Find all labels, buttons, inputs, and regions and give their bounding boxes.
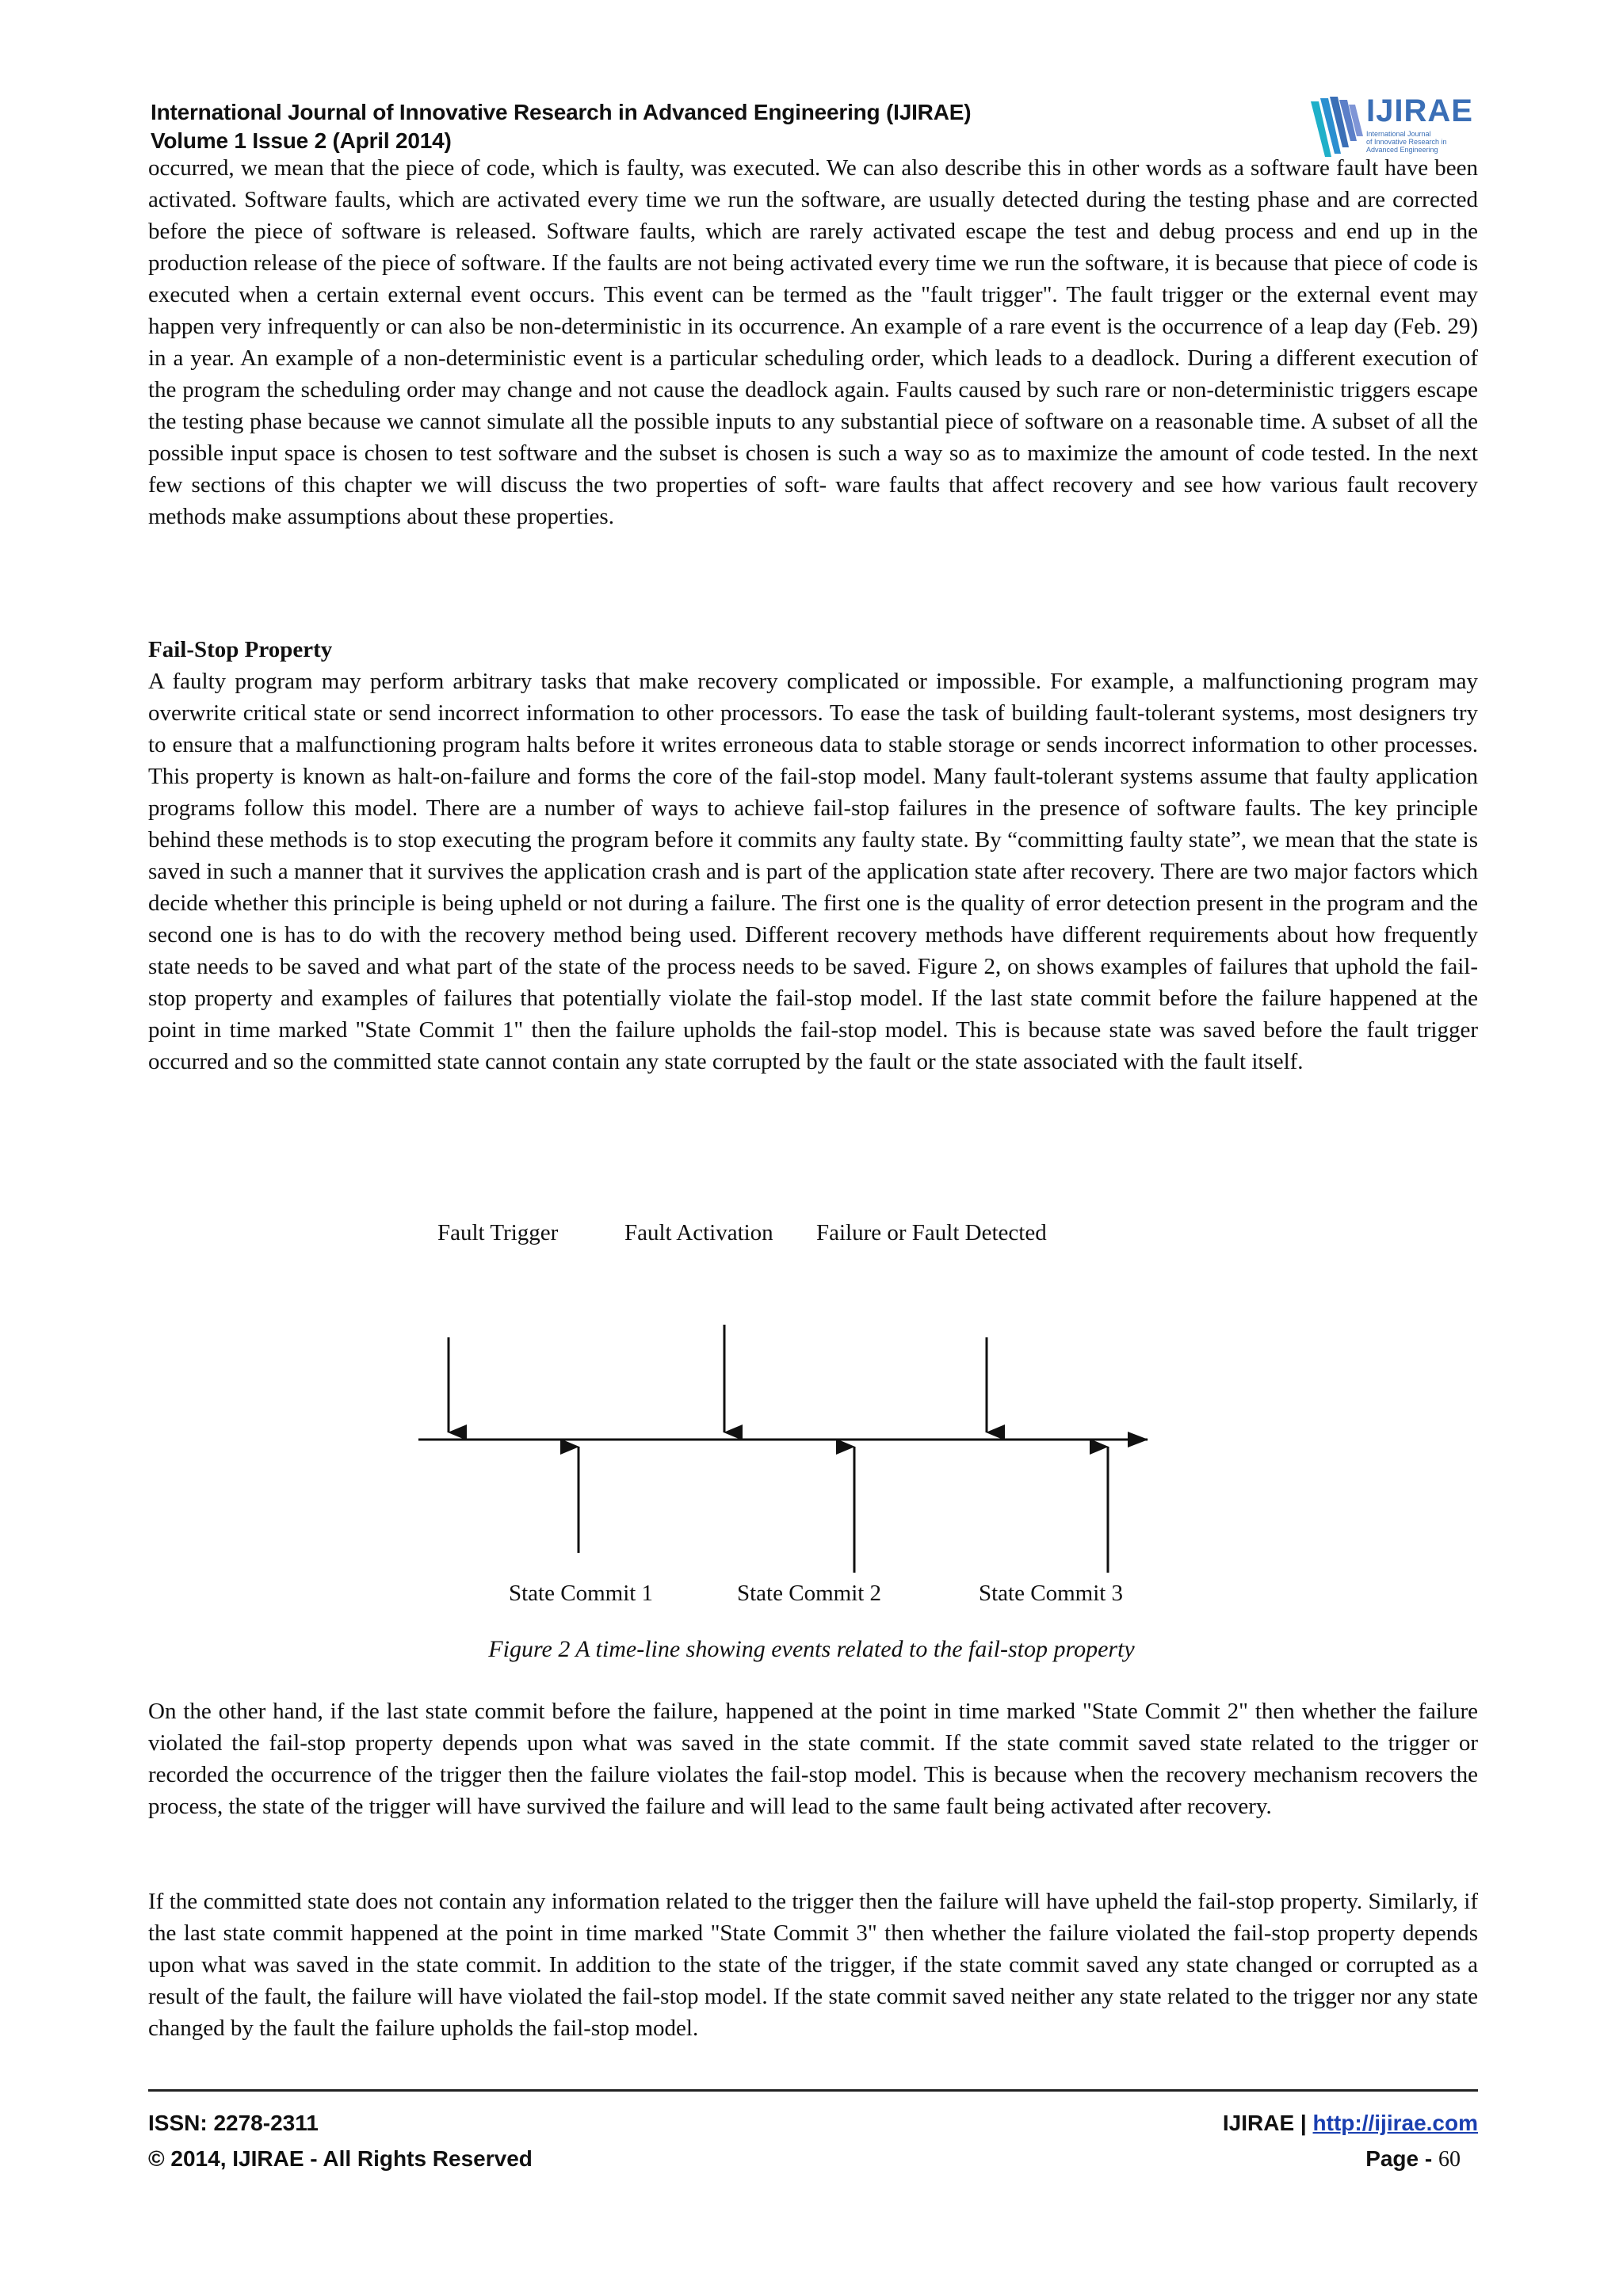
figure-caption: Figure 2 A time-line showing events related to the fail-stop property	[488, 1636, 1135, 1662]
state-commit-1-label: State Commit 1	[509, 1581, 654, 1606]
journal-website-link[interactable]: http://ijirae.com	[1312, 2111, 1478, 2135]
footer-site	[1223, 2107, 1478, 2139]
failure-detected-label: Failure or Fault Detected	[816, 1220, 1047, 1245]
footer-issn: ISSN: 2278-2311	[148, 2111, 319, 2135]
page-number: 60	[1438, 2147, 1461, 2172]
footer-copyright: © 2014, IJIRAE - All Rights Reserved	[148, 2146, 533, 2171]
footer-divider	[148, 2089, 1478, 2092]
paragraph-fault-trigger: occurred, we mean that the piece of code, which is faulty, was executed. We can also describe this in other words as a software fault have been activated. Software faults, which are activated every time we run the software, are usually detected during the testing phase and are corrected before the piece of software is released. Software faults, which are rarely activated escape the test and debug process and end up in the production release of the piece of software. If the faults are not being activated every time we run the software, it is because that piece of code is executed when a certain external event occurs. This event can be termed as the "fault trigger". The fault trigger or the external event may happen very infrequently or can also be non-deterministic in its occurrence. An example of a rare event is the occurrence of a leap day (Feb. 29) in a year. An example of a non-deterministic event is a particular scheduling order, which leads to a deadlock. During a different execution of the program the scheduling order may change and not cause the deadlock again. Faults caused by such rare or non-deterministic triggers escape the testing phase because we cannot simulate all the possible inputs to any substantial piece of software on a reasonable time. A subset of all the possible input space is chosen to test software and the subset is chosen is such a way so as to maximize the amount of code tested. In the next few sections of this chapter we will discuss the two properties of soft- ware faults that affect recovery and see how various fault recovery methods make assumptions about these properties.	[148, 155, 1478, 529]
state-commit-2-label: State Commit 2	[737, 1581, 882, 1606]
logo-subtitle-line: International Journal	[1366, 130, 1431, 138]
footer-site-prefix: IJIRAE |	[1222, 2111, 1313, 2135]
paragraph-fail-stop: A faulty program may perform arbitrary tasks that make recovery complicated or impossible. For example, a malfunctioning program may overwrite critical state or send incorrect information to other processors. To ease the task of building fault-tolerant systems, most designers try to ensure that a malfunctioning program halts before it writes erroneous data to stable storage or sends incorrect information to other processes. This property is known as halt-on-failure and forms the core of the fail-stop model. Many fault-tolerant systems assume that faulty application programs follow this model. There are a number of ways to achieve fail-stop failures in the presence of software faults. The key principle behind these methods is to stop executing the program before it commits any faulty state. By “committing faulty state”, we mean that the state is saved in such a manner that it survives the application crash and is part of the application state after recovery. There are two major factors which decide whether this principle is being upheld or not during a failure. The first one is the quality of error detection present in the program and the second one is has to do with the recovery method being used. Different recovery methods have different requirements about how frequently state needs to be saved and what part of the state of the process needs to be saved. Figure 2, on shows examples of failures that uphold the fail-stop property and examples of failures that potentially violate the fail-stop model. If the last state commit before the failure happened at the point in time marked "State Commit 1" then the failure upholds the fail-stop model. This is because state was saved before the fault trigger occurred and so the committed state cannot contain any state corrupted by the fault or the state associated with the fault itself.	[148, 669, 1478, 1074]
logo-subtitle-line: of Innovative Research in	[1366, 138, 1447, 146]
logo-subtitle	[1366, 130, 1485, 154]
paragraph-state-commit-3: If the committed state does not contain any information related to the trigger then the failure will have upheld the fail-stop property. Similarly, if the last state commit happened at the point in time marked "State Commit 3" then whether the failure violated the fail-stop property depends upon what was saved in the state commit. In addition to the state of the trigger, if the state commit saved any state changed or corrupted as a result of the fault, the failure will have violated the fail-stop model. If the state commit saved neither any state related to the trigger nor any state changed by the fault the failure upholds the fail-stop model.	[148, 1889, 1478, 2041]
fault-activation-label: Fault Activation	[624, 1220, 773, 1245]
logo-subtitle-line: Advanced Engineering	[1366, 146, 1438, 154]
section-heading: Fail-Stop Property	[148, 637, 333, 662]
journal-header	[151, 98, 971, 155]
state-commit-3-label: State Commit 3	[979, 1581, 1124, 1606]
paragraph-state-commit-2: On the other hand, if the last state commit before the failure, happened at the point in time marked "State Commit 2" then whether the failure violated the fail-stop property depends upon what was saved in the state commit. If the state commit saved state related to the trigger or recorded the occurrence of the trigger then the failure violates the fail-stop model. This is because when the recovery mechanism recovers the process, the state of the trigger will have survived the failure and will lead to the same fault being activated after recovery.	[148, 1699, 1478, 1819]
footer-page	[1365, 2143, 1461, 2176]
logo-wordmark: IJIRAE	[1366, 93, 1473, 128]
page-label: Page -	[1365, 2146, 1438, 2171]
journal-volume: Volume 1 Issue 2 (April 2014)	[151, 128, 452, 153]
journal-name: International Journal of Innovative Research in Advanced Engineering (IJIRAE)	[151, 100, 972, 124]
fault-trigger-label: Fault Trigger	[437, 1220, 559, 1245]
